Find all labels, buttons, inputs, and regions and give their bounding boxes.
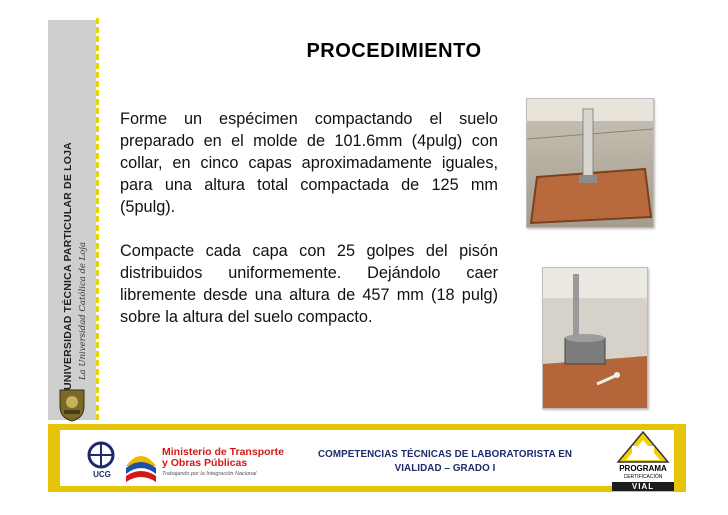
university-vertical-label: [56, 130, 96, 390]
ministry-line-2: y Obras Públicas: [162, 457, 248, 469]
university-motto: La Universidad Católica de Loja: [78, 241, 88, 380]
paragraph-2: Compacte cada capa con 25 golpes del pisón distribuidos uniformemente. Dejándolo caer libremente desde una altura de 457 mm (18 pulg) sobre la altura del suelo compacto.: [120, 242, 498, 326]
programa-certificacion-vial-label: [612, 464, 674, 491]
ministry-tagline: Trabajando por la Integración Nacional: [162, 471, 257, 477]
page-title: PROCEDIMIENTO: [306, 40, 482, 62]
university-name: UNIVERSIDAD TÉCNICA PARTICULAR DE LOJA: [62, 142, 74, 390]
university-crest-icon: [58, 388, 86, 422]
ministry-name: [162, 447, 284, 469]
procedure-text: [120, 108, 498, 328]
paragraph-1: Forme un espécimen compactando el suelo preparado en el molde de 101.6mm (4pulg) con collar, en cinco capas aproximadamente iguales, para una altura total compactada de 125 mm (5pulg).: [120, 110, 498, 216]
ministry-logo-icon: [124, 446, 158, 484]
program-line-1: PROGRAMA: [619, 464, 667, 473]
ucg-label: UCG: [93, 470, 111, 479]
program-line-3: VIAL: [612, 482, 674, 491]
course-line-2: VIALIDAD – GRADO I: [394, 463, 496, 474]
course-line-1: COMPETENCIAS TÉCNICAS DE LABORATORISTA EN: [317, 449, 573, 460]
photo-hammer-compaction: [542, 267, 648, 409]
ministry-line-1: Ministerio de Transporte: [162, 446, 284, 458]
program-line-2: CERTIFICACIÓN: [623, 474, 663, 480]
sidebar-dashed-stripe: [96, 18, 117, 420]
course-title: [300, 448, 590, 476]
photo-compaction-mold: [526, 98, 654, 228]
